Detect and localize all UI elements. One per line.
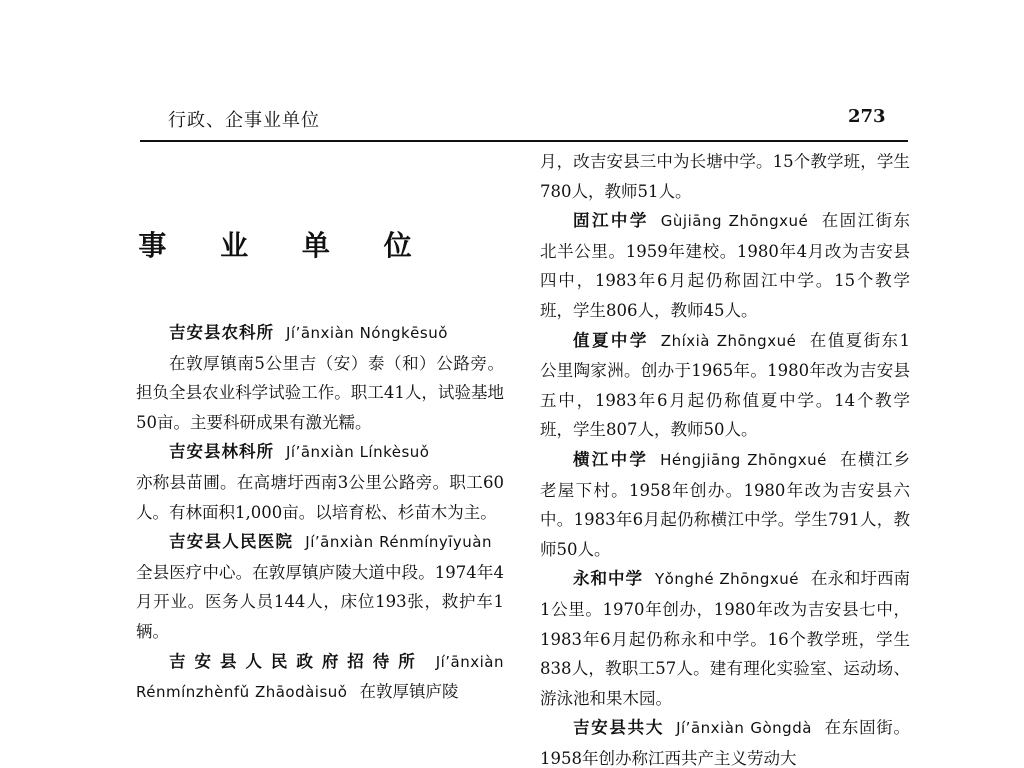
entry-name: 值夏中学 — [573, 330, 649, 350]
section-title: 事 业 单 位 — [138, 229, 434, 262]
entry-pinyin: Zhíxià Zhōngxué — [660, 331, 797, 350]
entry-text: 亦称县苗圃。在高塘圩西南3公里公路旁。职工60人。有林面积1,000亩。以培育松、杉苗木为主。 — [136, 472, 504, 522]
entry-pinyin: Jí’ānxiàn Línkèsuǒ — [286, 443, 430, 462]
entry-pinyin: Jí’ānxiàn Nóngkēsuǒ — [286, 324, 448, 342]
entry-name: 吉安县人民医院 — [169, 532, 294, 552]
entry-text: 在永和圩西南1公里。1970年创办，1980年改为吉安县七中，1983年6月起仍称永和中学。16个教学班，学生838人，教职工57人。建有理化实验室、运动场、游泳池和果木园。 — [540, 569, 911, 708]
entry-pinyin: Héngjiāng Zhōngxué — [660, 450, 827, 469]
entry-name: 吉安县人民政府招待所 — [169, 651, 424, 671]
entry-name: 吉安县林科所 — [169, 442, 274, 462]
entry-guesthouse — [136, 647, 504, 708]
running-head: 行政、企事业单位 — [168, 110, 320, 131]
entry-zhixia-school — [540, 326, 910, 445]
entry-gongda — [540, 713, 910, 768]
entry-pinyin: Yǒnghé Zhōngxué — [655, 570, 799, 589]
entry-name: 固江中学 — [573, 211, 649, 231]
entry-name: 永和中学 — [573, 569, 644, 589]
entry-hengjiang-school — [540, 445, 910, 564]
entry-gujiang-school — [540, 206, 910, 325]
entry-yonghe-school — [540, 564, 910, 713]
entry-text: 在固江街东北半公里。1959年建校。1980年4月改为吉安县四中，1983年6月起仍称固江中学。15个教学班，学生806人，教师45人。 — [540, 211, 911, 320]
entry-pinyin: Jí’ānxiàn Gòngdà — [676, 719, 812, 738]
entry-text: 在敦厚镇庐陵 — [359, 682, 459, 702]
left-column — [136, 318, 504, 708]
entry-hospital — [136, 527, 504, 646]
entry-text: 在敦厚镇南5公里吉（安）泰（和）公路旁。担负全县农业科学试验工作。职工41人，试验基地50亩。主要科研成果有激光糯。 — [136, 353, 504, 432]
header-rule — [140, 140, 908, 142]
entry-name: 吉安县农科所 — [169, 323, 274, 342]
entry-pinyin: Gùjiāng Zhōngxué — [660, 212, 809, 231]
entry-agri-institute — [136, 318, 504, 349]
entry-text: 全县医疗中心。在敦厚镇庐陵大道中段。1974年4月开业。医务人员144人，床位193张，救护车1辆。 — [136, 562, 504, 641]
entry-name: 吉安县共大 — [573, 718, 665, 738]
entry-pinyin: Jí’ānxiàn Rénmínyīyuàn — [305, 533, 493, 552]
entry-text: 在值夏街东1公里陶家洲。创办于1965年。1980年改为吉安县五中，1983年6月起仍称值夏中学。14个教学班，学生807人，教师50人。 — [540, 330, 911, 440]
page-number: 273 — [848, 106, 886, 127]
entry-text: 在横江乡老屋下村。1958年创办。1980年改为吉安县六中。1983年6月起仍称横江中学。学生791人，教师50人。 — [540, 449, 910, 559]
entry-pinyin: Jí’ānxiàn Rénmínzhènfǔ Zhāodàisuǒ — [136, 652, 504, 702]
entry-text: 在东固街。1958年创办称江西共产主义劳动大 — [540, 718, 911, 768]
entry-name: 横江中学 — [573, 449, 649, 469]
right-column — [540, 147, 910, 768]
entry-forestry-institute — [136, 437, 504, 468]
continuation-text: 月，改吉安县三中为长塘中学。15个教学班，学生780人，教师51人。 — [540, 152, 910, 201]
